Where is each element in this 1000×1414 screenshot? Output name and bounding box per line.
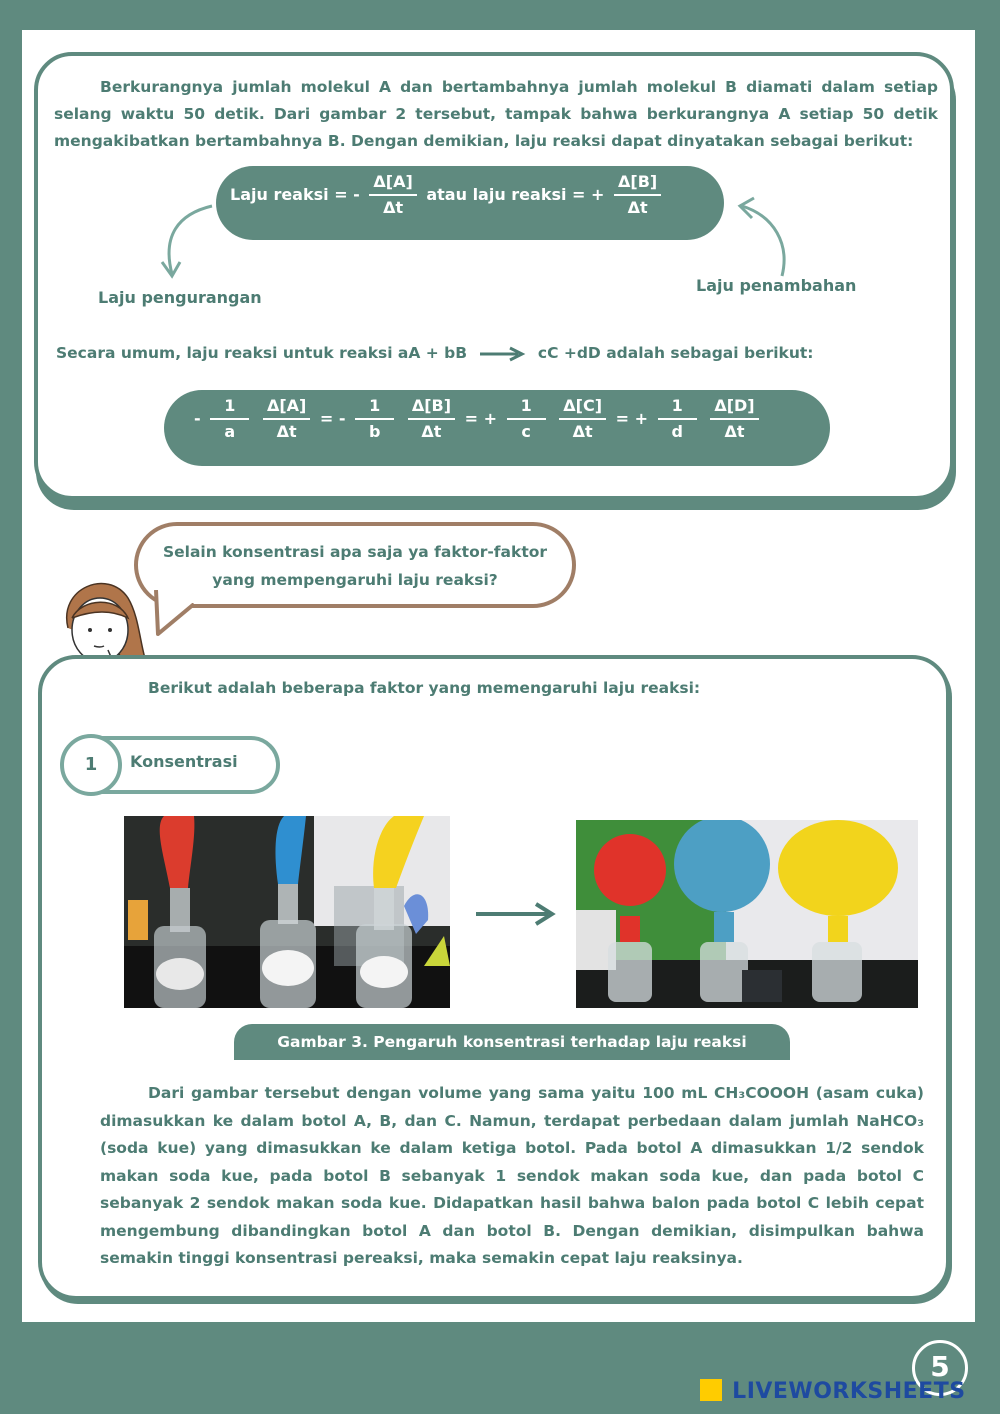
fraction-delta-b: $\frac{\Delta[B]}{\Delta t}$ — [614, 172, 661, 219]
factor-1-number: 1 — [60, 734, 122, 796]
speech-bubble-text: Selain konsentrasi apa saja ya faktor-faktor yang mempengaruhi laju reaksi? — [162, 543, 548, 589]
bottles-before-image — [124, 816, 450, 1008]
reaction-arrow-icon — [478, 346, 526, 362]
photo-before-reaction — [124, 816, 450, 1008]
general-statement: Secara umum, laju reaksi untuk reaksi aA + bB cC +dD adalah sebagai berikut: — [56, 344, 814, 362]
conclusion-paragraph: Dari gambar tersebut dengan volume yang sama yaitu 100 mL CH₃COOOH (asam cuka) dimasukkan ke dalam botol A, B, dan C. Namun, terdapat perbedaan dalam jumlah NaHCO₃ (soda kue) yang dimasukkan ke dalam ketiga botol. Pada botol A dimasukkan 1/2 sendok makan soda kue, pada botol B sebanyak 1 sendok makan soda kue, dan pada botol C sebanyak 2 sendok makan soda kue. Didapatkan hasil bahwa balon pada botol C lebih cepat mengembung dibandingkan botol A dan botol B. Dengan demikian, disimpulkan bahwa semakin tinggi konsentrasi pereaksi, maka semakin cepat laju reaksinya. — [100, 1084, 924, 1267]
curved-arrow-left-icon — [150, 196, 220, 286]
page-number: 5 — [912, 1340, 968, 1396]
factors-intro: Berikut adalah beberapa faktor yang memengaruhi laju reaksi: — [148, 679, 701, 697]
rate-formula-pill — [216, 166, 724, 240]
liveworksheets-logo: LIVEWORKSHEETS — [700, 1379, 966, 1404]
curved-arrow-right-icon — [734, 194, 804, 284]
general-rate-formula-pill: - $\frac{1}{a}$ $\frac{\Delta[A]}{\Delta t}$ = - $\frac{1}{b}$ $\frac{\Delta[B]}{\Delta t}$ = + $\frac{1}{c}$ $\frac{\Delta[C]}{\Delta t}$ = + $\frac{1}{d}$ $\frac{\Delta[D]}{\Delta t}$ — [164, 390, 830, 466]
fraction-delta-a: $\frac{\Delta[A]}{\Delta t}$ — [369, 172, 416, 219]
formula-prefix: Laju reaksi = - — [230, 185, 360, 204]
figure-caption: Gambar 3. Pengaruh konsentrasi terhadap laju reaksi — [234, 1024, 790, 1060]
factor-1-name: Konsentrasi — [130, 752, 238, 771]
bottles-after-image — [576, 820, 918, 1008]
arrow-right-icon — [474, 902, 558, 926]
photo-after-reaction — [576, 820, 918, 1008]
label-rate-increase: Laju penambahan — [696, 276, 857, 295]
label-rate-decrease: Laju pengurangan — [98, 288, 262, 307]
rate-definition-box — [34, 52, 954, 500]
intro-paragraph: Berkurangnya jumlah molekul A dan bertambahnya jumlah molekul B diamati dalam setiap selang waktu 50 detik. Dari gambar 2 tersebut, tampak bahwa berkurangnya A setiap 50 detik mengakibatkan bertambahnya B. Dengan demikian, laju reaksi dapat dinyatakan sebagai berikut: — [54, 78, 938, 150]
formula-middle: atau laju reaksi = + — [426, 185, 605, 204]
worksheet-page — [22, 30, 975, 1322]
speech-bubble-tail — [150, 590, 210, 640]
